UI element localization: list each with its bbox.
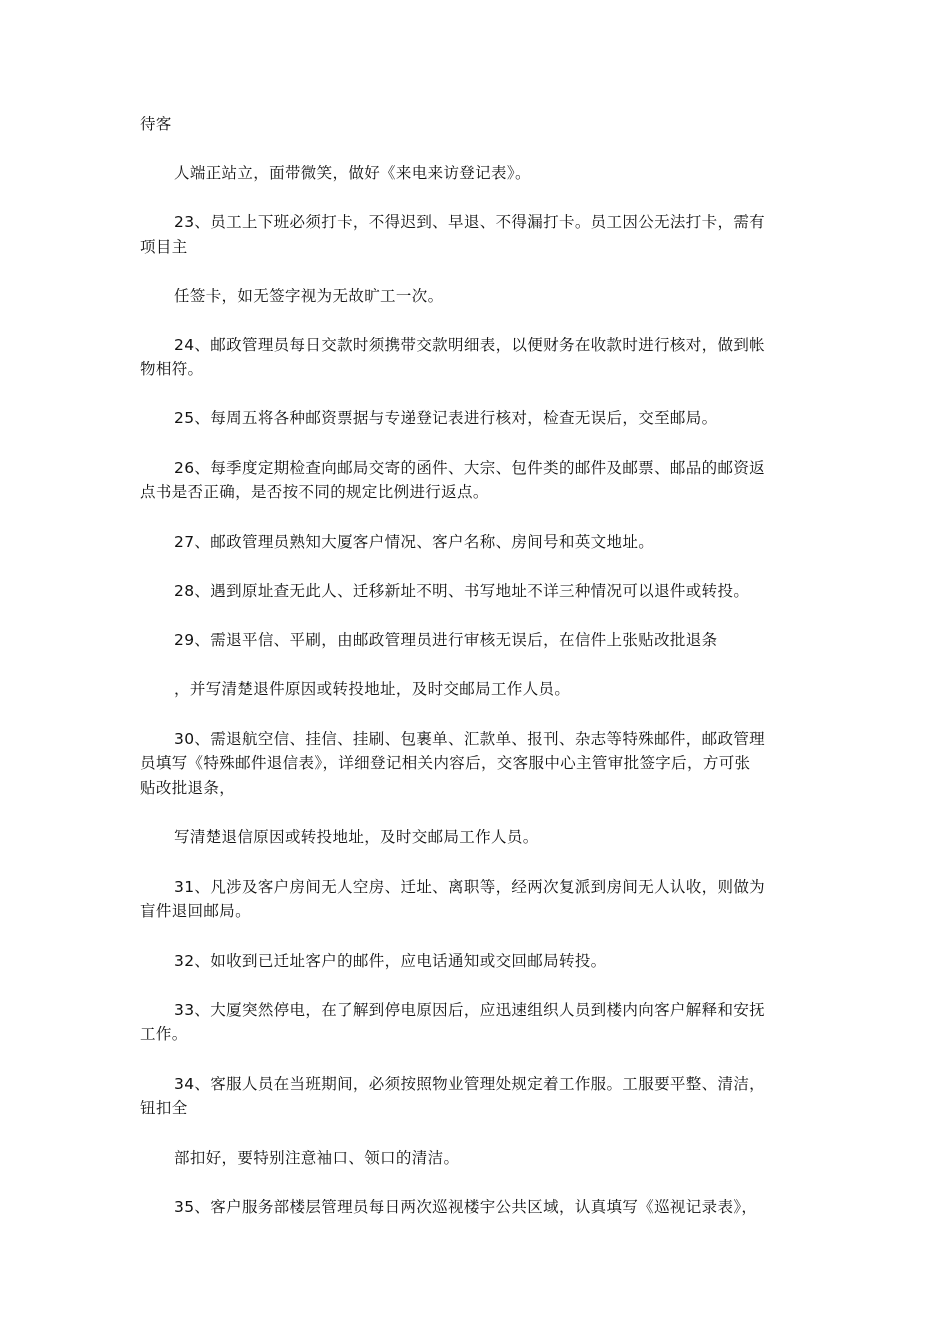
text-line: 人端正站立，面带微笑，做好《来电来访登记表》。 [174, 164, 531, 182]
text-line: 24、邮政管理员每日交款时须携带交款明细表，以便财务在收款时进行核对，做到帐 [174, 336, 766, 354]
text-line: 点书是否正确，是否按不同的规定比例进行返点。 [140, 483, 489, 501]
text-line: 27、邮政管理员熟知大厦客户情况、客户名称、房间号和英文地址。 [174, 533, 655, 551]
text-line: 28、遇到原址查无此人、迁移新址不明、书写地址不详三种情况可以退件或转投。 [174, 582, 750, 600]
text-line: 32、如收到已迁址客户的邮件，应电话通知或交回邮局转投。 [174, 952, 607, 970]
text-line: 任签卡，如无签字视为无故旷工一次。 [174, 287, 444, 305]
text-line: 写清楚退信原因或转投地址，及时交邮局工作人员。 [174, 828, 539, 846]
text-line: 31、凡涉及客户房间无人空房、迁址、离职等，经两次复派到房间无人认收，则做为 [174, 878, 766, 896]
text-line: 29、需退平信、平刷，由邮政管理员进行审核无误后，在信件上张贴改批退条 [174, 631, 718, 649]
text-line: 物相符。 [140, 360, 204, 378]
text-line: 33、大厦突然停电，在了解到停电原因后，应迅速组织人员到楼内向客户解释和安抚 [174, 1001, 766, 1019]
text-line: 员填写《特殊邮件退信表》，详细登记相关内容后，交客服中心主管审批签字后，方可张 [140, 754, 751, 772]
text-line: 25、每周五将各种邮资票据与专递登记表进行核对，检查无误后，交至邮局。 [174, 409, 718, 427]
text-line: 盲件退回邮局。 [140, 902, 251, 920]
text-line: 待客 [140, 115, 172, 133]
text-line: 项目主 [140, 238, 188, 256]
text-line: 部扣好，要特别注意袖口、领口的清洁。 [174, 1149, 460, 1167]
text-line: 26、每季度定期检查向邮局交寄的函件、大宗、包件类的邮件及邮票、邮品的邮资返 [174, 459, 766, 477]
text-line: 23、员工上下班必须打卡，不得迟到、早退、不得漏打卡。员工因公无法打卡，需有 [174, 213, 766, 231]
text-line: 35、客户服务部楼层管理员每日两次巡视楼宇公共区域，认真填写《巡视记录表》， [174, 1198, 758, 1216]
text-line: 34、客服人员在当班期间，必须按照物业管理处规定着工作服。工服要平整、清洁， [174, 1075, 766, 1093]
text-line: 贴改批退条， [140, 779, 236, 797]
text-line: ，并写清楚退件原因或转投地址，及时交邮局工作人员。 [174, 680, 571, 698]
text-line: 钮扣全 [140, 1099, 188, 1117]
text-line: 30、需退航空信、挂信、挂刷、包裹单、汇款单、报刊、杂志等特殊邮件，邮政管理 [174, 730, 766, 748]
text-line: 工作。 [140, 1025, 188, 1043]
